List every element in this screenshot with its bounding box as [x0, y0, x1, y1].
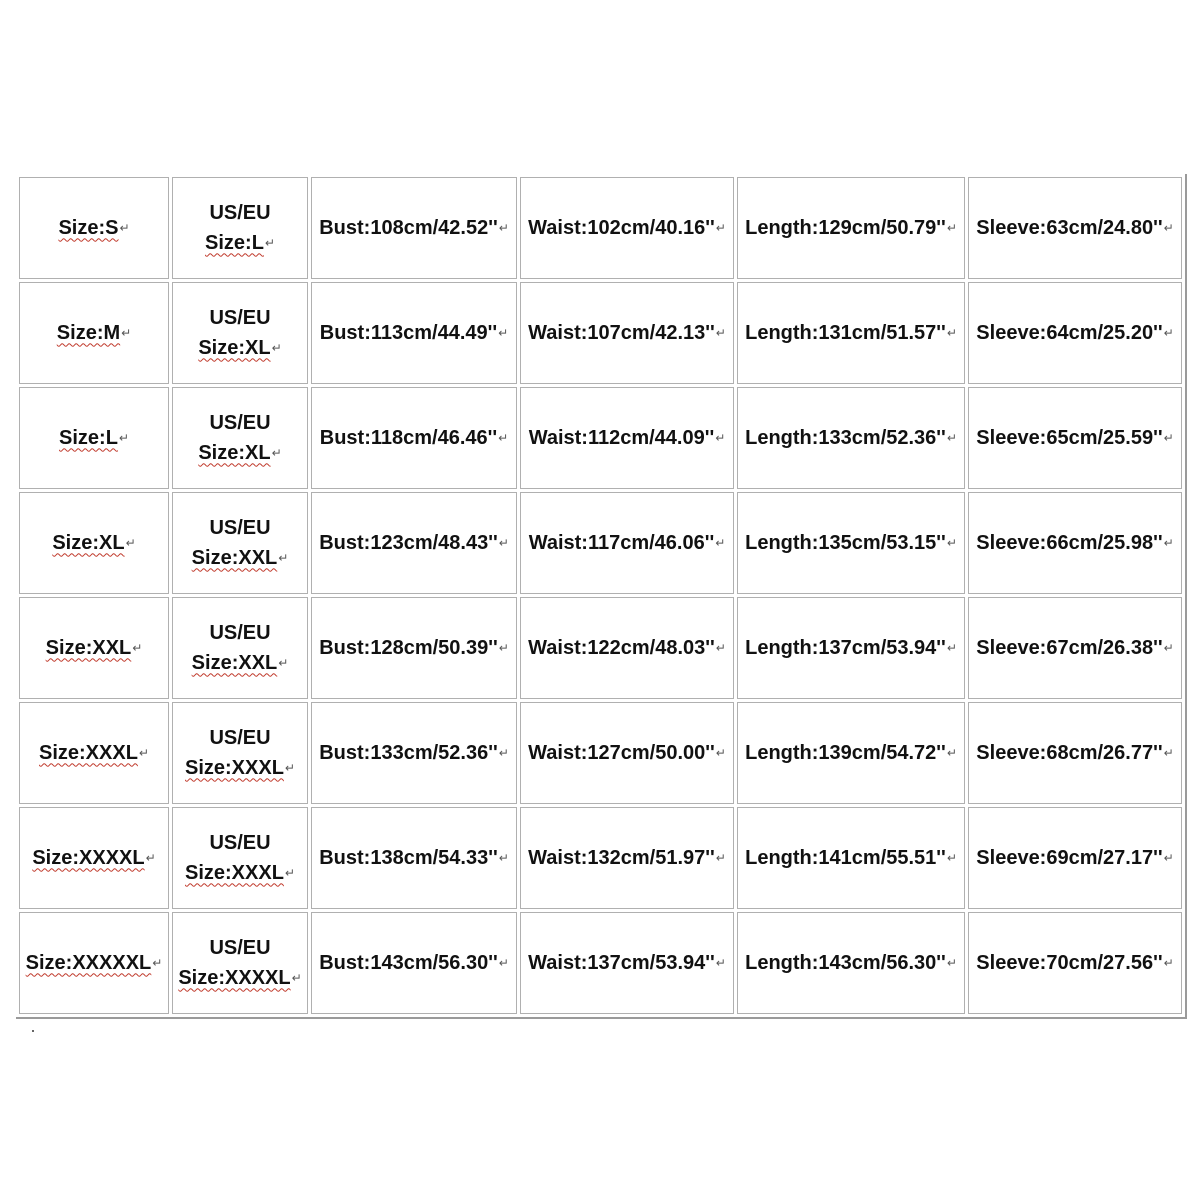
bust-cell: [311, 492, 517, 594]
paragraph-mark-icon: ↵: [498, 956, 509, 971]
us-eu-size-cell: [172, 387, 308, 489]
paragraph-mark-icon: ↵: [1163, 956, 1174, 971]
us-eu-size-cell: [172, 807, 308, 909]
bust-cell: [311, 387, 517, 489]
paragraph-mark-icon: ↵: [1163, 536, 1174, 551]
waist-text: Waist:117cm/46.06'': [528, 531, 715, 554]
paragraph-mark-icon: ↵: [715, 746, 726, 761]
paragraph-mark-icon: ↵: [118, 431, 129, 446]
waist-text: Waist:112cm/44.09'': [528, 426, 715, 449]
sleeve-cell: [968, 702, 1182, 804]
length-cell: [737, 282, 965, 384]
sleeve-cell: [968, 912, 1182, 1014]
paragraph-mark-icon: ↵: [715, 326, 726, 341]
bust-cell: [311, 597, 517, 699]
us-eu-size-text: Size:XXXL: [185, 756, 284, 779]
us-eu-size-text: Size:XXXXL: [178, 966, 291, 989]
size-cell: [19, 492, 169, 594]
waist-text: Waist:132cm/51.97'': [528, 846, 715, 869]
size-text: Size:M: [56, 321, 121, 344]
size-cell: [19, 597, 169, 699]
length-text: Length:137cm/53.94'': [745, 636, 946, 659]
length-text: Length:131cm/51.57'': [745, 321, 946, 344]
size-text: Size:XXXL: [39, 741, 138, 764]
us-eu-label: US/EU: [209, 516, 271, 539]
paragraph-mark-icon: ↵: [121, 326, 132, 341]
paragraph-mark-icon: ↵: [946, 851, 957, 866]
us-eu-size-cell: [172, 282, 308, 384]
table-row: [19, 282, 1182, 384]
length-text: Length:141cm/55.51'': [745, 846, 946, 869]
size-text: Size:S: [58, 216, 119, 239]
waist-cell: [520, 807, 734, 909]
us-eu-label: US/EU: [209, 201, 271, 224]
us-eu-size-cell: [172, 492, 308, 594]
us-eu-label: US/EU: [209, 306, 271, 329]
paragraph-mark-icon: ↵: [291, 971, 302, 986]
waist-cell: [520, 492, 734, 594]
size-cell: [19, 912, 169, 1014]
paragraph-mark-icon: ↵: [125, 536, 136, 551]
paragraph-mark-icon: ↵: [946, 221, 957, 236]
sleeve-text: Sleeve:64cm/25.20'': [976, 321, 1163, 344]
paragraph-mark-icon: ↵: [498, 536, 509, 551]
paragraph-mark-icon: ↵: [264, 236, 275, 251]
paragraph-mark-icon: ↵: [946, 326, 957, 341]
paragraph-mark-icon: ↵: [498, 851, 509, 866]
length-cell: [737, 702, 965, 804]
paragraph-mark-icon: ↵: [715, 221, 726, 236]
paragraph-mark-icon: ↵: [715, 536, 726, 551]
bust-cell: [311, 912, 517, 1014]
table-row: [19, 492, 1182, 594]
table-row: [19, 702, 1182, 804]
bust-cell: [311, 807, 517, 909]
table-row: [19, 912, 1182, 1014]
paragraph-mark-icon: ↵: [1163, 221, 1174, 236]
length-text: Length:133cm/52.36'': [745, 426, 946, 449]
us-eu-size-text: Size:XL: [198, 441, 271, 464]
sleeve-text: Sleeve:67cm/26.38'': [976, 636, 1163, 659]
bust-cell: [311, 702, 517, 804]
sleeve-cell: [968, 177, 1182, 279]
paragraph-mark-icon: ↵: [1163, 746, 1174, 761]
us-eu-label: US/EU: [209, 621, 271, 644]
length-cell: [737, 387, 965, 489]
paragraph-mark-icon: ↵: [278, 656, 289, 671]
sleeve-text: Sleeve:65cm/25.59'': [976, 426, 1163, 449]
sleeve-cell: [968, 597, 1182, 699]
paragraph-mark-icon: ↵: [946, 641, 957, 656]
sleeve-cell: [968, 492, 1182, 594]
paragraph-mark-icon: ↵: [271, 341, 282, 356]
us-eu-size-text: Size:L: [205, 231, 264, 254]
waist-cell: [520, 282, 734, 384]
sleeve-cell: [968, 387, 1182, 489]
paragraph-mark-icon: ↵: [498, 326, 509, 341]
bust-text: Bust:143cm/56.30'': [319, 951, 498, 974]
paragraph-mark-icon: ↵: [946, 956, 957, 971]
size-cell: [19, 387, 169, 489]
size-chart-table: [16, 174, 1187, 1019]
size-cell: [19, 807, 169, 909]
size-cell: [19, 177, 169, 279]
us-eu-size-text: Size:XL: [198, 336, 271, 359]
sleeve-text: Sleeve:69cm/27.17'': [976, 846, 1163, 869]
size-text: Size:XXXXL: [32, 846, 145, 869]
paragraph-mark-icon: ↵: [271, 446, 282, 461]
paragraph-mark-icon: ↵: [498, 641, 509, 656]
paragraph-mark-icon: ↵: [498, 431, 509, 446]
size-text: Size:XXXXXL: [25, 951, 152, 974]
sleeve-text: Sleeve:68cm/26.77'': [976, 741, 1163, 764]
length-cell: [737, 177, 965, 279]
us-eu-size-text: Size:XXL: [191, 546, 278, 569]
us-eu-size-cell: [172, 597, 308, 699]
sleeve-text: Sleeve:63cm/24.80'': [976, 216, 1163, 239]
paragraph-mark-icon: ↵: [1163, 851, 1174, 866]
us-eu-size-text: Size:XXXL: [185, 861, 284, 884]
bust-text: Bust:123cm/48.43'': [319, 531, 498, 554]
length-text: Length:139cm/54.72'': [745, 741, 946, 764]
table-row: [19, 597, 1182, 699]
waist-cell: [520, 597, 734, 699]
paragraph-mark-icon: ↵: [498, 746, 509, 761]
bust-cell: [311, 177, 517, 279]
paragraph-mark-icon: ↵: [145, 851, 156, 866]
paragraph-mark-icon: ↵: [1163, 431, 1174, 446]
bust-text: Bust:118cm/46.46'': [319, 426, 498, 449]
paragraph-mark-icon: ↵: [119, 221, 130, 236]
sleeve-text: Sleeve:70cm/27.56'': [976, 951, 1163, 974]
paragraph-mark-icon: ↵: [278, 551, 289, 566]
paragraph-mark-icon: ↵: [132, 641, 143, 656]
us-eu-label: US/EU: [209, 831, 271, 854]
size-cell: [19, 702, 169, 804]
paragraph-mark-icon: ↵: [138, 746, 149, 761]
length-cell: [737, 597, 965, 699]
size-text: Size:XL: [52, 531, 125, 554]
paragraph-mark-icon: ↵: [946, 746, 957, 761]
us-eu-label: US/EU: [209, 411, 271, 434]
length-cell: [737, 492, 965, 594]
paragraph-mark-icon: ↵: [715, 956, 726, 971]
size-text: Size:L: [59, 426, 118, 449]
bust-text: Bust:133cm/52.36'': [319, 741, 498, 764]
bust-text: Bust:113cm/44.49'': [319, 321, 498, 344]
bust-text: Bust:108cm/42.52'': [319, 216, 498, 239]
sleeve-cell: [968, 282, 1182, 384]
waist-text: Waist:122cm/48.03'': [528, 636, 715, 659]
length-cell: [737, 912, 965, 1014]
us-eu-label: US/EU: [209, 936, 271, 959]
sleeve-text: Sleeve:66cm/25.98'': [976, 531, 1163, 554]
waist-text: Waist:127cm/50.00'': [528, 741, 715, 764]
paragraph-mark-icon: ↵: [715, 641, 726, 656]
table-row: [19, 807, 1182, 909]
bust-cell: [311, 282, 517, 384]
bust-text: Bust:138cm/54.33'': [319, 846, 498, 869]
waist-cell: [520, 387, 734, 489]
waist-cell: [520, 912, 734, 1014]
us-eu-size-cell: [172, 702, 308, 804]
us-eu-size-text: Size:XXL: [191, 651, 278, 674]
length-text: Length:143cm/56.30'': [745, 951, 946, 974]
us-eu-label: US/EU: [209, 726, 271, 749]
paragraph-mark-icon: ↵: [1163, 641, 1174, 656]
paragraph-mark-icon: ↵: [946, 431, 957, 446]
length-cell: [737, 807, 965, 909]
paragraph-mark-icon: ↵: [946, 536, 957, 551]
paragraph-mark-icon: ↵: [498, 221, 509, 236]
sleeve-cell: [968, 807, 1182, 909]
paragraph-mark-icon: ↵: [284, 761, 295, 776]
paragraph-mark-icon: ↵: [1163, 326, 1174, 341]
bust-text: Bust:128cm/50.39'': [319, 636, 498, 659]
stray-dot: [32, 1030, 34, 1032]
paragraph-mark-icon: ↵: [715, 851, 726, 866]
length-text: Length:129cm/50.79'': [745, 216, 946, 239]
size-text: Size:XXL: [45, 636, 132, 659]
table-row: [19, 177, 1182, 279]
us-eu-size-cell: [172, 912, 308, 1014]
paragraph-mark-icon: ↵: [284, 866, 295, 881]
paragraph-mark-icon: ↵: [715, 431, 726, 446]
length-text: Length:135cm/53.15'': [745, 531, 946, 554]
paragraph-mark-icon: ↵: [152, 956, 163, 971]
waist-text: Waist:137cm/53.94'': [528, 951, 715, 974]
waist-text: Waist:102cm/40.16'': [528, 216, 715, 239]
waist-cell: [520, 177, 734, 279]
waist-text: Waist:107cm/42.13'': [528, 321, 715, 344]
waist-cell: [520, 702, 734, 804]
us-eu-size-cell: [172, 177, 308, 279]
table-row: [19, 387, 1182, 489]
size-cell: [19, 282, 169, 384]
